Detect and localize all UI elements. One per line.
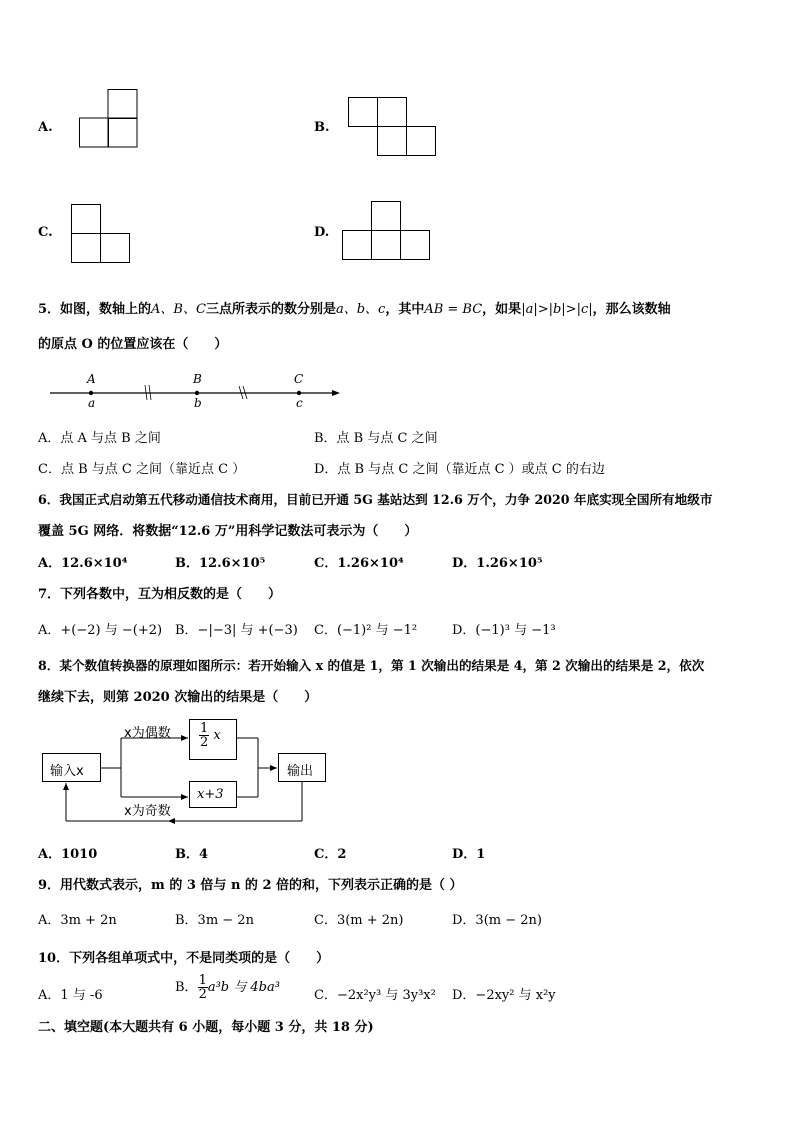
q6-option-c: C．1.26×10⁴ [314, 556, 404, 571]
q5-point-C: C [294, 372, 304, 386]
q8-plus3-box: x+3 [197, 787, 224, 802]
q8-option-b: B．4 [175, 847, 209, 862]
q5-option-a: A．点 A 与点 B 之间 [38, 431, 161, 446]
section-2-heading: 二、填空题(本大题共有 6 小题，每小题 3 分，共 18 分) [38, 1020, 374, 1035]
q9-option-a: A．3m + 2n [38, 913, 117, 928]
q8-option-a: A．1010 [38, 847, 98, 862]
q10-option-d: D．−2xy² 与 x²y [452, 988, 556, 1003]
q6-option-d: D．1.26×10⁵ [452, 556, 543, 571]
q5-option-d: D．点 B 与点 C 之间（靠近点 C ）或点 C 的右边 [314, 462, 605, 477]
q8-half-fraction: $\frac{1}{2}$ [200, 721, 209, 750]
q6-stem-line1: 6．我国正式启动第五代移动通信技术商用，目前已开通 5G 基站达到 12.6 万个，力争 2020 年底实现全国所有地级市 [38, 492, 713, 507]
q5-stem-line2: 的原点 O 的位置应该在（ ） [38, 337, 228, 352]
q8-even-label: x为偶数 [124, 726, 171, 741]
q10-option-a: A．1 与 -6 [38, 988, 103, 1003]
q10-stem: 10．下列各组单项式中，不是同类项的是（ ） [38, 951, 330, 966]
q7-option-d: D．(−1)³ 与 −1³ [452, 623, 556, 638]
q10-option-b: B． $\frac{1}{2}$ a³b 与 4ba³ [175, 973, 280, 1002]
q5-stem-line1: 5．如图，数轴上的A、B、C三点所表示的数分别是a、b、c，其中AB = BC，如果|a|>|b|>|c|，那么该数轴 [38, 302, 671, 317]
q8-option-d: D．1 [452, 847, 486, 862]
q7-option-a: A．+(−2) 与 −(+2) [38, 623, 163, 638]
q6-stem-line2: 覆盖 5G 网络．将数据“12.6 万”用科学记数法可表示为（ ） [38, 524, 418, 539]
q5-label-a: a [88, 396, 96, 410]
q8-input-box: 输入x [50, 764, 84, 779]
q9-option-c: C．3(m + 2n) [314, 913, 404, 928]
q8-stem-line1: 8．某个数值转换器的原理如图所示：若开始输入 x 的值是 1，第 1 次输出的结果是 4，第 2 次输出的结果是 2，依次 [38, 658, 705, 673]
q8-half-box: $\frac{1}{2}$ x [200, 721, 221, 750]
q8-stem-line2: 继续下去，则第 2020 次输出的结果是（ ） [38, 690, 318, 705]
q9-option-d: D．3(m − 2n) [452, 913, 542, 928]
q9-stem: 9．用代数式表示，m 的 3 倍与 n 的 2 倍的和，下列表示正确的是（ ） [38, 878, 463, 893]
q5-label-c: c [296, 396, 303, 410]
q6-option-a: A．12.6×10⁴ [38, 556, 128, 571]
q7-stem: 7．下列各数中，互为相反数的是（ ） [38, 587, 282, 602]
q7-option-c: C．(−1)² 与 −1² [314, 623, 418, 638]
q10-option-b-fraction: $\frac{1}{2}$ [198, 973, 207, 1002]
q10-option-c: C．−2x²y³ 与 3y³x² [314, 988, 436, 1003]
q4-option-c-label: C. [38, 225, 53, 240]
q7-option-b: B．−|−3| 与 +(−3) [175, 623, 298, 638]
q4-option-b-label: B. [314, 120, 330, 135]
q5-point-A: A [87, 372, 96, 386]
q6-option-b: B．12.6×10⁵ [175, 556, 266, 571]
q5-point-B: B [193, 372, 202, 386]
q5-option-b: B．点 B 与点 C 之间 [314, 431, 438, 446]
q4-option-d-label: D. [314, 225, 330, 240]
q4-option-a-label: A. [38, 120, 53, 135]
q5-option-c: C．点 B 与点 C 之间（靠近点 C ） [38, 462, 246, 477]
q8-odd-label: x为奇数 [124, 804, 171, 819]
q5-label-b: b [194, 396, 202, 410]
q8-option-c: C．2 [314, 847, 347, 862]
q8-output-box: 输出 [287, 764, 314, 779]
q9-option-b: B．3m − 2n [175, 913, 254, 928]
